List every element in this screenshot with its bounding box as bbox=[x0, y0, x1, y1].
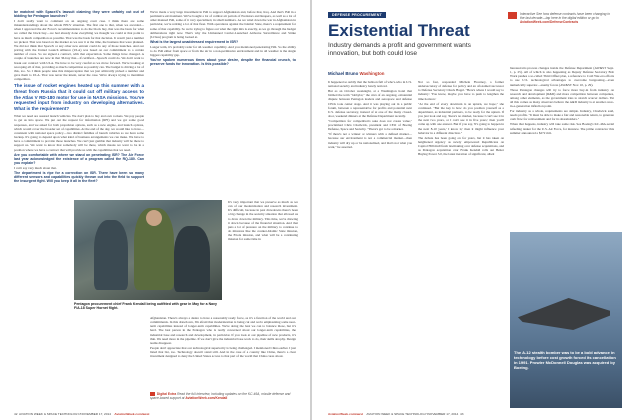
sidebar-link[interactable]: AviationWeek.com/DefenseContracts bbox=[520, 20, 579, 25]
site-link[interactable]: AviationWeek.com/awst bbox=[328, 412, 364, 416]
answer-paragraph: I don't really want to comment on an ongoing court case. I think there are some misunderstandings about the whole EELV situation. The first one is that, when we awarded—when I approved the Air Force's recommendation to do the block buy, that was the basis for what we called the block buy—we had already done everything we thought we could at that point to have as much competition as possible. That was the basis for that decision. It wasn't just a number we picked. That was based on the market as we saw it at the time, the business that were planned. We did not think that SpaceX or any other new entrant could do any of those launches. And our pricing with the United Launch Alliance (ULA) was based on our commitment to a certain number of cores. So we signed a contract, with that expectation. Some things have changed. A couple of launches are now in that 36-buy that—if certified—SpaceX could do. We don't want to break our contract with ULA. We have to be very careful as we move forward. We're looking at rescoping all of that, providing as much competition as possibly can. The budget is driving a lot of this, too. So I think people take this misperception that we just arbitrarily picked a number and gave them to ULA. That was never the intent, never the case. We're always trying to maximize competition. bbox=[14, 19, 144, 82]
pull-question: The issue of rocket engines heated up this summer with a threat from Russia that it could cut off military access to the Atlas V RD-180 motor for use in NASA missions. You've requested input from industry on developing alternatives. What is the requirement? bbox=[14, 83, 144, 111]
byline-name: Michael Bruno bbox=[328, 71, 359, 76]
digital-extra-link[interactable]: AviationWeek.com/Kendall bbox=[185, 396, 228, 401]
right-col-1 bbox=[328, 80, 412, 150]
question-text: Are you comfortable with where we stand on penetrating ISR? The Air Force last year acknowledged the existence of a program called the RQ-180. Can you explain? bbox=[14, 152, 144, 165]
left-col-1 bbox=[14, 10, 144, 184]
body-paragraph: The debate has been going on for years, but it has taken on heightened urgency as newly empowered Republicans on Capitol Hill mull fresh lawmaking over defense acquisitions, and as Pentagon acquisition czar Frank Kendall rolls out Better Buying Power 3.0, the latest iteration of significant, albeit bbox=[418, 135, 504, 157]
right-col-2 bbox=[418, 80, 504, 157]
body-paragraph: For industry as a whole, requirements are simple. Industry, Chadwick said, needs profits. "It must be able to make a fair and reasonable return, to generate cash flow for reinvestment and for its shareholders." bbox=[510, 109, 614, 122]
left-col-2-lower-right bbox=[228, 200, 298, 242]
publication-line: AVIATION WEEK & SPACE TECHNOLOGY/NOVEMBER 17, 2014 bbox=[19, 412, 111, 416]
body-paragraph: "If there's not a winner or winners with a defined market—because our environment is not a commercial market—then industry will dry up or be nationalized, and that's not what you want," he asserted. bbox=[328, 132, 412, 149]
body-paragraph: bureaucratic-process changes inside the Defense Department (AW&ST Sept. 1, p. 25). All of which is also happening as Deputy Defense Secretary Bob Work pushes a so-called Third Offset plan, a reference to Cold War-era efforts to use U.S. technological advantages to overcome burgeoning—even numerically superior—enemy forces (AW&ST Nov. 10, p. 29). bbox=[510, 66, 614, 87]
sidebar-body: Interactive See how defense contracts have been changing in the last decade—tap here in the digital edition or go to bbox=[520, 12, 610, 21]
answer-paragraph: Afghanistan. There's always a desire to have a reasonably ready force, as it's a function of the world and our commitments. In this drawdown, I'm afraid that modernization is being cut and we're emphasizing some near-term capabilities instead of longer-term capabilities. We're doing the best we can to balance those, but it's hard. The best person in the Pentagon who is really concerned about our longer-term capabilities, the industrial base and research and development, in particular. If you look at our pipeline of new products, it's thin. We need more in the pipeline. If we don't give the industrial base work to do, their skills atrophy. Design teams disappear. bbox=[150, 316, 296, 345]
right-col-3 bbox=[510, 66, 614, 136]
byline-city: Washington bbox=[359, 71, 385, 76]
left-footer bbox=[14, 412, 149, 416]
digital-extra-label: Digital Extra bbox=[156, 392, 177, 396]
answer-paragraph: I can't say very much about that. bbox=[14, 165, 57, 170]
answer-paragraph: What we need are assured launch vehicles. We don't plan to buy and own rockets. We pay people to get us into space. We put out the request for information (RFI) and we got some good responses, and we asked for both propulsion options, such as a new engine, and launch options, which would cover the broader set of capabilities. At the end of the day, we would like to have—consistent with national space policy—two distinct families of launch vehicles so we have some backup. It's going to depend upon what kind of business arrangements we can make. We have to have a commitment to provide those launches. We can't just gamble that industry will be there to support us. We want to know that somebody will be there, which means we want to be in a position where we have a contract that will provide us with the capabilities that we need. bbox=[14, 114, 144, 152]
interactive-sidebar bbox=[508, 12, 612, 62]
bomber-silhouette bbox=[518, 298, 610, 330]
kendall-photo bbox=[74, 200, 222, 300]
question-text: What is the largest unaddressed requirement in ISR? bbox=[150, 39, 239, 44]
body-paragraph: But as an October weeknight, at a Washington hotel that birthed the term "lobbyist," the crux of an ongoing, existential dispute between Pentagon leaders and aerospace and defense CEOs took center stage. And it was playing out in a public forum, between a representative for profits and potential next U.S. defense secretary, instead of at one of the many closed-door, weekend dinners at the Defense Department recently. bbox=[328, 89, 412, 119]
site-link[interactable]: AviationWeek.com/awst bbox=[114, 412, 150, 416]
body-paragraph: It happened so subtly that the balloon full of who's-who in U.S. national security and industry barely noticed. bbox=[328, 80, 412, 89]
answer-paragraph: Longer term, it's probably radar for all-weather capability. And you mentioned penetrating ISR. So the ability to do ISR either from space or from the air in a non-permissive environment and in all weather is the single biggest capability gap. bbox=[150, 44, 296, 57]
photo-caption: Pentagon procurement chief Frank Kendall being outfitted with gear in May for a Navy F/A-18 Super Hornet flight. bbox=[74, 302, 217, 311]
left-col-2-lower bbox=[150, 316, 296, 359]
question-text: The department is ripe for a correction on ISR. There have been so many different sensors and capabilities quickly thrown out into the field to support the insurgent fight. Will you keep it all in the fleet? bbox=[14, 170, 144, 184]
sidebar-text bbox=[520, 12, 612, 25]
body-paragraph: Those Pentagon changes will try to force more buy-in from industry on research and development (R&D) and more competition between companies, among other elements, as the government tries to stretch scarcer dollars. Yet all this comes as many observers believe the A&D industry is at another once-in-a-generation inflection point. bbox=[510, 87, 614, 109]
jet-caption: The A-12 stealth bomber was to be a bold advance in technology before cost growth forced its cancellation in 1991. Prowler McDonnell Douglas was acquired by Boeing. bbox=[514, 350, 616, 370]
body-paragraph: When that happens, industry will take some risk. See Boeing's KC-46A aerial refueling tanker for the U.S. Air Force, for instance. The prime contractor this summer announced a $272 mil- bbox=[510, 122, 614, 135]
left-col-2 bbox=[150, 10, 296, 67]
right-footer bbox=[328, 412, 463, 416]
body-paragraph: "Competition for competition's sake does not create value," proclaimed Chris Chadwick, president and CEO of Boeing Defense, Space and Security. "There's got to be a market. bbox=[328, 119, 412, 132]
headline: Existential Threat bbox=[328, 21, 470, 40]
digital-extra-text: Read the full interview, including updates on the KC-46A, missile defense and space-based support at bbox=[150, 392, 291, 401]
page-number: 43 bbox=[460, 412, 464, 416]
a12-bomber-photo bbox=[510, 232, 622, 408]
question-text: be matched with SpaceX's lawsuit claiming they were unfairly cut out of bidding for Pentagon launches? bbox=[14, 10, 144, 19]
answer-paragraph: People don't appreciate that our technological superiority is being challenged. I mentioned China earlier. I just listed that list, too. Technology doesn't stand still. And in the case of a country like China, there's a clear investment designed to deny the United States access to that part of the world that China cares about. bbox=[150, 345, 296, 359]
answer-paragraph: It's very important that we preserve as much as we can of our modernization and research investment. It's difficult, because in past drawdowns there's been a big change in the security situation that allowed us to draw down the military. This time, we're drawing it down because of the financial situation. And that puts a lot of pressure on the military to continue to do missions like the counter-Islamic State mission, the Ebola mission, and what will be a continuing mission for some time in bbox=[228, 200, 298, 242]
left-page bbox=[0, 0, 310, 420]
question-text: You've spoken numerous times about your desire, despite the financial crunch, to preserve funds for innovation. Is this possible? bbox=[150, 57, 296, 67]
digital-extra bbox=[150, 392, 296, 400]
interactive-icon bbox=[508, 12, 517, 19]
section-tag: DEFENSE PROCUREMENT bbox=[328, 12, 386, 18]
publication-line: AVIATION WEEK & SPACE TECHNOLOGY/NOVEMBER 17, 2014 bbox=[366, 412, 459, 416]
byline bbox=[328, 71, 384, 76]
page-number: 42 bbox=[14, 412, 18, 416]
body-paragraph: "At the end of every downturn is an upturn, we hope," she continued. "But the key is how do you position yourself as a department, as industrial partners, to be ready for the upturn. If you just look and say, 'there's no market, because I can't see it in the next two years, or I can't see it in five years,' then you'll come up with one answer. But if you say, 'It's going to happen in the next 8-10 years,' I know it,' then it might influence your behavior in a different direction." bbox=[418, 101, 504, 135]
answer-paragraph: We've made a very large investment in ISR to support Afghanistan and, before that, Iraq. And that's ISR in a permissive environment. We've bought a lot of combat air patrols of Predators and Reapers, as well as a lot of other manned ISR, some of it very specialized, in small numbers. As we wind down the war in Afghanistan in particular, we're retiring a lot of that fleet. With operations against the Islamic State, there's a requirement for some of that capability. So we're trying to figure out what the right mix is exactly, as we go through the budget deliberations right now. That's why the Unmanned Carrier-Launched Airborne Surveillance and Strike (Uclass) program is being looked at. bbox=[150, 10, 296, 39]
body-paragraph: Not so fast, responded Michele Flournoy, a former undersecretary of defense for policy and an oft-named successor to Defense Secretary Chuck Hagel. "Here's where I would say to industry: 'You know, maybe you have to push to lengthen the time horizon.' bbox=[418, 80, 504, 101]
deck: Industry demands a profit and government wants innovation, but both could lose bbox=[328, 42, 471, 57]
